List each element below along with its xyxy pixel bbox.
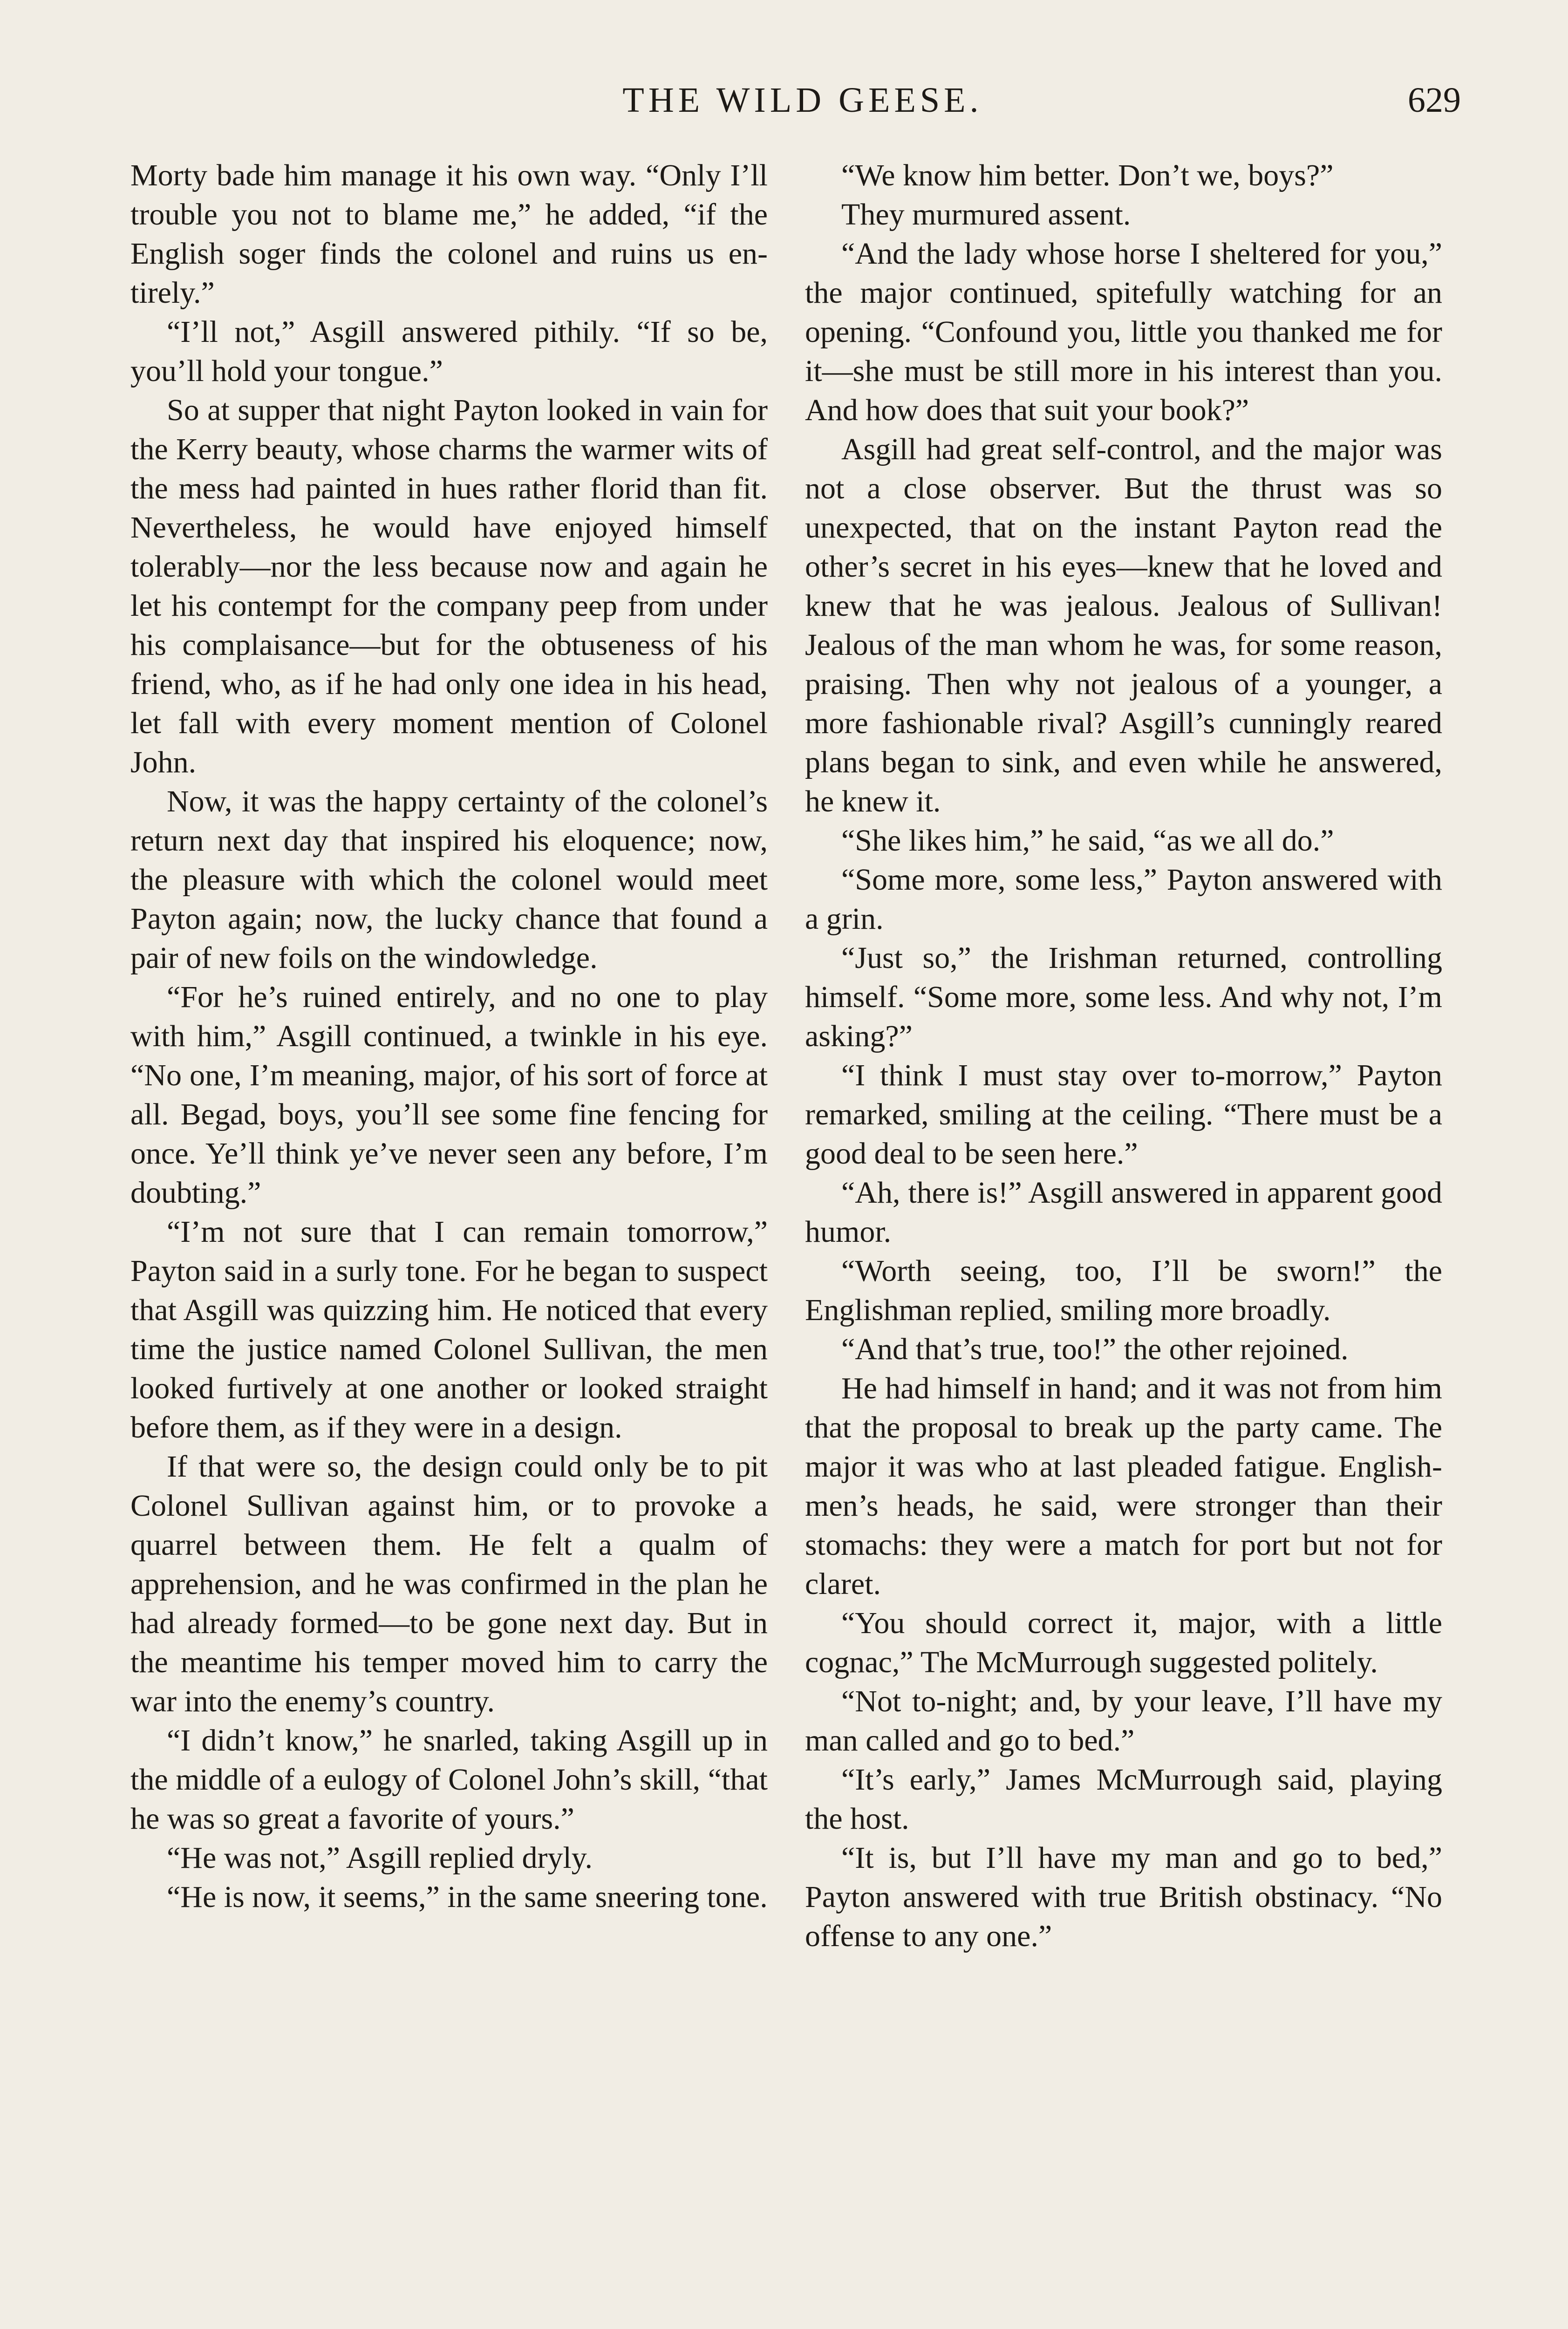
- paragraph: “And that’s true, too!” the other rejoined.: [841, 1332, 1349, 1366]
- paragraph: If that were so, the design could only be to pit Colonel Sullivan against him, or to provoke a quarrel between them. He felt a qualm of apprehension, and he was confirmed in the plan he had already formed—to be gone next day. But in the meantime his temper moved him to carry the war into the enemy’s country.: [130, 1450, 768, 1718]
- paragraph: “I didn’t know,” he snarled, taking Asgill up in the middle of a eulogy of Colonel John’s skill, “that he was so great a favorite of yours.”: [130, 1723, 768, 1836]
- text-column-right: [805, 156, 1442, 1956]
- paragraph: They murmured assent.: [841, 197, 1131, 232]
- paragraph: “You should correct it, major, with a little cognac,” The McMurrough suggested politely.: [805, 1606, 1442, 1679]
- text-column-left: [130, 156, 768, 1917]
- paragraph: “It’s early,” James McMurrough said, playing the host.: [805, 1763, 1442, 1836]
- paragraph: “I think I must stay over to-morrow,” Payton remarked, smiling at the ceiling. “There must be a good deal to be seen here.”: [805, 1058, 1442, 1171]
- running-title: THE WILD GEESE.: [622, 81, 983, 120]
- paragraph: “We know him better. Don’t we, boys?”: [841, 158, 1334, 192]
- paragraph: “Worth seeing, too, I’ll be sworn!” the Englishman replied, smiling more broadly.: [805, 1254, 1442, 1327]
- page-number: 629: [1408, 81, 1461, 120]
- paragraph: Morty bade him manage it his own way. “Only I’ll trouble you not to blame me,” he added, “if the English soger finds the colonel and ruins us entirely.”: [130, 158, 768, 310]
- paragraph: “It is, but I’ll have my man and go to bed,” Payton answered with true British obstinacy. “No offense to any one.”: [805, 1841, 1442, 1953]
- page-header: [130, 75, 1475, 126]
- paragraph: “He was not,” Asgill replied dryly.: [167, 1841, 593, 1875]
- paragraph: “Ah, there is!” Asgill answered in apparent good humor.: [805, 1176, 1442, 1249]
- paragraph: “She likes him,” he said, “as we all do.”: [841, 824, 1334, 858]
- paragraph: “Some more, some less,” Payton answered with a grin.: [805, 863, 1442, 936]
- paragraph: “I’m not sure that I can remain tomorrow,” Payton said in a surly tone. For he began to suspect that Asgill was quizzing him. He noticed that every time the justice named Colonel Sullivan, the men looked furtively at one another or looked straight before them, as if they were in a design.: [130, 1215, 768, 1444]
- paragraph: “I’ll not,” Asgill answered pithily. “If so be, you’ll hold your tongue.”: [130, 315, 768, 388]
- paragraph: “Not to-night; and, by your leave, I’ll have my man called and go to bed.”: [805, 1684, 1442, 1757]
- paragraph: “And the lady whose horse I sheltered for you,” the major continued, spitefully watching for an opening. “Confound you, little you thanked me for it—she must be still more in his interest than you. And how does that suit your book?”: [805, 237, 1442, 427]
- paragraph: “For he’s ruined entirely, and no one to play with him,” Asgill continued, a twinkle in his eye. “No one, I’m meaning, major, of his sort of force at all. Begad, boys, you’ll see some fine fencing for once. Ye’ll think ye’ve never seen any before, I’m doubting.”: [130, 980, 768, 1210]
- paragraph: “Just so,” the Irishman returned, controlling himself. “Some more, some less. And why not, I’m asking?”: [805, 941, 1442, 1053]
- paragraph: He had himself in hand; and it was not from him that the proposal to break up the party came. The major it was who at last pleaded fatigue. Englishmen’s heads, he said, were stronger than their stomachs: they were a match for port but not for claret.: [805, 1371, 1442, 1601]
- paragraph: Now, it was the happy certainty of the colonel’s return next day that inspired his eloquence; now, the pleasure with which the colonel would meet Payton again; now, the lucky chance that found a pair of new foils on the windowledge.: [130, 784, 768, 975]
- paragraph: “He is now, it seems,” in the same sneering tone.: [167, 1880, 768, 1914]
- paragraph: Asgill had great self-control, and the major was not a close observer. But the thrust was so unexpected, that on the instant Payton read the other’s secret in his eyes—knew that he loved and knew that he was jealous. Jealous of Sullivan! Jealous of the man whom he was, for some reason, praising. Then why not jealous of a younger, a more fashionable rival? Asgill’s cunningly reared plans began to sink, and even while he answered, he knew it.: [805, 432, 1442, 818]
- paragraph: So at supper that night Payton looked in vain for the Kerry beauty, whose charms the warmer wits of the mess had painted in hues rather florid than fit. Nevertheless, he would have enjoyed himself tolerably—nor the less because now and again he let his contempt for the company peep from under his complaisance—but for the obtuseness of his friend, who, as if he had only one idea in his head, let fall with every moment mention of Colonel John.: [130, 393, 768, 779]
